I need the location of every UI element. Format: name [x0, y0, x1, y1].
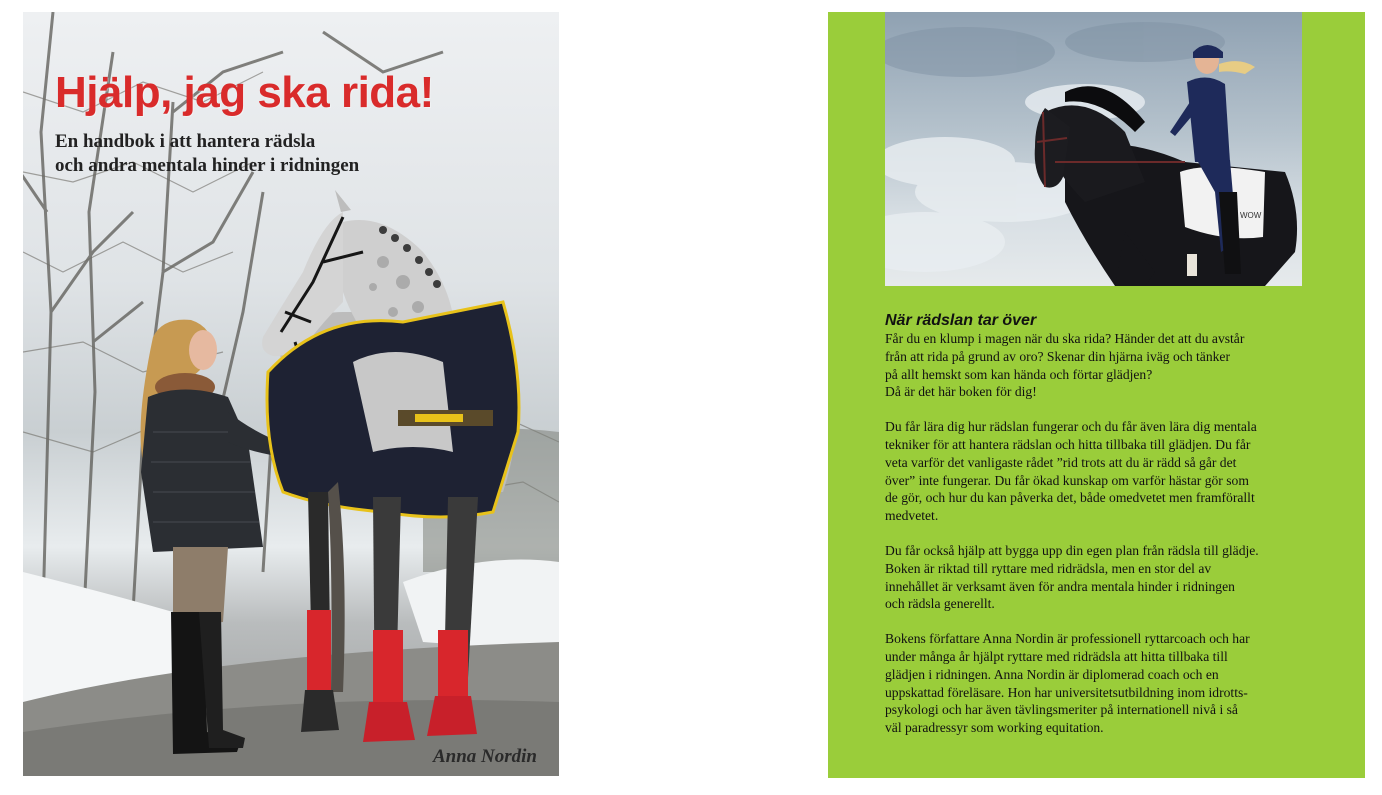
- text-line: Bokens författare Anna Nordin är professionell ryttarcoach och har: [885, 631, 1250, 647]
- text-line: uppskattad föreläsare. Hon har universitetsutbildning inom idrotts-: [885, 684, 1248, 700]
- text-line: Du får också hjälp att bygga upp din egen plan från rädsla till glädje.: [885, 542, 1259, 558]
- text-line: Du får lära dig hur rädslan fungerar och du får även lära dig mentala: [885, 419, 1257, 435]
- saddle-pad-label: WOW: [1240, 211, 1262, 220]
- front-cover: [23, 12, 559, 776]
- rider-on-horse-image: [885, 12, 1302, 286]
- text-line: under många år hjälpt ryttare med ridrädsla att hitta tillbaka till: [885, 648, 1228, 664]
- text-line: från att rida på grund av oro? Skenar din hjärna iväg och tänker: [885, 348, 1230, 364]
- front-cover-photo: [23, 12, 559, 776]
- text-line: Får du en klump i magen när du ska rida? Händer det att du avstår: [885, 331, 1245, 346]
- text-line: innehållet är verksamt även för andra mentala hinder i ridningen: [885, 578, 1235, 594]
- author-name: Anna Nordin: [432, 746, 537, 767]
- back-cover: [828, 12, 1365, 778]
- paragraph: [885, 330, 1315, 401]
- paragraph: [885, 418, 1315, 525]
- subtitle-line: och andra mentala hinder i ridningen: [55, 155, 360, 176]
- subtitle-line: En handbok i att hantera rädsla: [55, 131, 316, 152]
- book-subtitle: [55, 130, 359, 178]
- text-line: Då är det här boken för dig!: [885, 384, 1037, 400]
- text-line: medvetet.: [885, 508, 939, 524]
- paragraph: [885, 630, 1315, 737]
- text-line: veta varför det vanligaste rådet ”rid trots att du är rädd så går det: [885, 454, 1237, 470]
- text-line: psykologi och har även tävlingsmeriter på internationell nivå i så: [885, 702, 1238, 718]
- back-cover-photo: [885, 12, 1302, 286]
- text-line: de gör, och hur du kan påverka det, både omedvetet men framförallt: [885, 490, 1255, 506]
- text-line: och rädsla generellt.: [885, 596, 995, 612]
- book-title: Hjälp, jag ska rida!: [55, 68, 434, 117]
- text-line: glädjen i ridningen. Anna Nordin är diplomerad coach och en: [885, 666, 1219, 682]
- back-cover-text: [885, 312, 1315, 754]
- paragraph: [885, 542, 1315, 613]
- text-line: tekniker för att hantera rädslan och hitta tillbaka till glädjen. Du får: [885, 436, 1251, 452]
- text-line: Boken är riktad till ryttare med ridrädsla, men en stor del av: [885, 560, 1212, 576]
- text-line: väl paradressyr som working equitation.: [885, 720, 1104, 736]
- text-line: på allt hemskt som kan hända och förtar glädjen?: [885, 366, 1153, 382]
- text-line: över” inte fungerar. Du får ökad kunskap om varför hästar gör som: [885, 472, 1249, 488]
- back-heading: När rädslan tar över: [885, 312, 1037, 329]
